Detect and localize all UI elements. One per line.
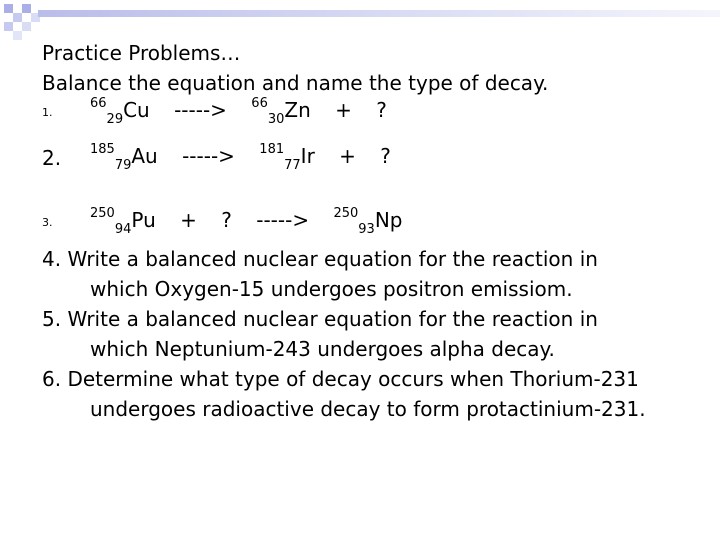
unknown-particle: ? [221,208,232,232]
unknown-particle: ? [376,98,387,122]
problem-text-continued: which Neptunium-243 undergoes alpha decay. [90,337,555,361]
problem-text: 5. Write a balanced nuclear equation for the reaction in [42,307,598,331]
problem-text: 4. Write a balanced nuclear equation for the reaction in [42,247,598,271]
equation-3 [42,208,712,244]
product-isotope: $^{181}_{77}$Ir [259,142,315,173]
reaction-arrow: -----> [182,144,235,168]
reactant-isotope: $^{185}_{79}$Au [90,142,158,173]
reactant-isotope: $^{250}_{94}$Pu [90,206,156,237]
plus-sign: + [335,98,352,122]
product-isotope: $^{66}_{30}$Zn [251,96,311,127]
problem-text-continued: which Oxygen-15 undergoes positron emissiom. [90,277,573,301]
equation-expression [90,206,420,237]
product-isotope: $^{250}_{93}$Np [333,206,403,237]
slide-content [42,38,712,424]
plus-sign: + [180,208,197,232]
equation-number: 1. [42,106,53,119]
problem-4 [42,244,712,304]
equation-number: 2. [42,146,62,170]
header-gradient-bar [38,10,720,17]
problem-5 [42,304,712,364]
equation-1 [42,98,712,144]
equation-expression [90,96,405,127]
reaction-arrow: -----> [174,98,227,122]
reactant-isotope: $^{66}_{29}$Cu [90,96,150,127]
equation-2 [42,144,712,208]
unknown-particle: ? [380,144,391,168]
equation-number: 3. [42,216,53,229]
equation-expression [90,142,409,173]
problem-6 [42,364,712,424]
plus-sign: + [339,144,356,168]
checker-decoration [0,0,44,44]
reaction-arrow: -----> [256,208,310,232]
instruction-text: Balance the equation and name the type of decay. [42,71,549,95]
problem-text: 6. Determine what type of decay occurs when Thorium-231 [42,367,639,391]
slide-heading: Practice Problems… [42,41,241,65]
problem-text-continued: undergoes radioactive decay to form protactinium-231. [90,397,646,421]
